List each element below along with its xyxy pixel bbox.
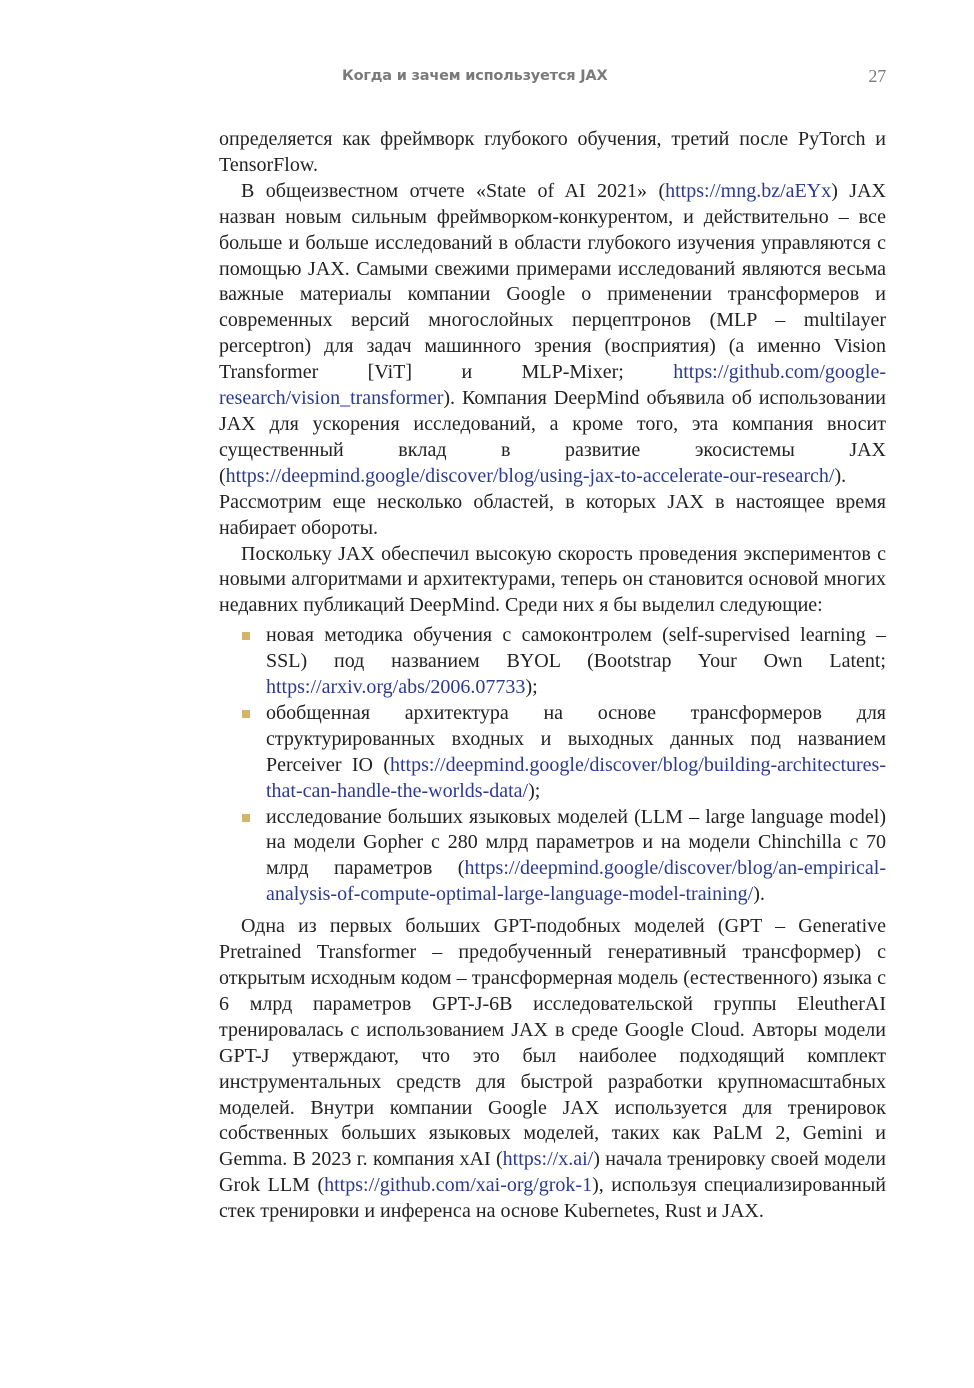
url-link[interactable]: https://mng.bz/aEYx <box>665 179 832 202</box>
text-run: ) начала тренировку своей модели Grok LLM ( <box>219 1148 886 1197</box>
paragraph-deepmind-publications <box>219 542 886 620</box>
list-item <box>266 623 886 701</box>
url-link[interactable]: https://github.com/xai-org/grok-1 <box>324 1174 593 1197</box>
url-link[interactable]: https://deepmind.google/discover/blog/building-architectures-that-can-handle-the-worlds-data/ <box>266 753 886 802</box>
running-header <box>342 68 886 92</box>
list-item <box>266 805 886 909</box>
text-run: ). Компания DeepMind объявила об использовании JAX для ускорения исследований, а кроме того, эта компания вносит существенный вклад в развитие экосистемы JAX ( <box>219 387 886 487</box>
paragraph-gpt-models <box>219 914 886 1225</box>
section-title: Когда и зачем используется JAX <box>342 68 608 84</box>
url-link[interactable]: https://deepmind.google/discover/blog/using-jax-to-accelerate-our-research/ <box>225 464 835 487</box>
square-bullet-icon <box>242 814 250 822</box>
list-item <box>266 701 886 805</box>
text-run: ). Рассмотрим еще несколько областей, в которых JAX в настоящее время набирает обороты. <box>219 464 886 539</box>
text-run: В общеизвестном отчете «State of AI 2021» ( <box>241 179 666 202</box>
text-run: ); <box>525 676 538 699</box>
paragraph-continuation <box>219 127 886 179</box>
publication-list <box>219 623 886 908</box>
text-run: Поскольку JAX обеспечил высокую скорость проведения экспериментов с новыми алгоритмами и архитектурами, теперь он становится основой многих недавних публикаций DeepMind. Среди них я бы выделил следующие: <box>219 542 886 617</box>
body-text <box>219 127 886 1225</box>
text-run: определяется как фреймворк глубокого обучения, третий после PyTorch и TensorFlow. <box>219 128 886 176</box>
text-run: исследование больших языковых моделей (LLM – large language model) на модели Gopher с 280 млрд параметров и на модели Chinchilla с 70 млрд параметров ( <box>266 805 886 880</box>
text-run: Одна из первых больших GPT-подобных моделей (GPT – Generative Pretrained Transformer – предобученный генеративный трансформер) с открытым исходным кодом – трансформерная модель (естественного) языка с 6 млрд параметров GPT-J-6B исследовательской группы EleutherAI тренировалась с использованием JAX в среде Google Cloud. Авторы модели GPT-J утверждают, что это был наиболее подходящий комплект инструментальных средств для быстрой разработки крупномасштабных моделей. Внутри компании Google JAX используется для тренировок собственных больших языковых моделей, таких как PaLM 2, Gemini и Gemma. В 2023 г. компания xAI ( <box>219 915 886 1171</box>
url-link[interactable]: https://x.ai/ <box>502 1148 594 1171</box>
text-run: ), используя специализированный стек тренировки и инференса на основе Kubernetes, Rust и JAX. <box>219 1174 886 1223</box>
text-run: ) JAX назван новым сильным фреймворком-конкурентом, и действительно – все больше и больше исследований в области глубокого изучения управляются с помощью JAX. Самыми свежими примерами исследований являются весьма важные материалы компании Google о применении трансформеров и современных версий многослойных перцептронов (MLP – multilayer perceptron) для задач машинного зрения (восприятия) (а именно Vision Transformer [ViT] и MLP-Mixer; <box>219 179 886 384</box>
url-link[interactable]: https://arxiv.org/abs/2006.07733 <box>266 676 526 699</box>
text-run: обобщенная архитектура на основе трансформеров для структурированных входных и выходных данных под названием Perceiver IO ( <box>266 701 886 776</box>
text-run: ); <box>528 779 541 802</box>
list-item-text <box>266 702 886 802</box>
text-run: ). <box>753 883 765 906</box>
text-run: новая методика обучения с самоконтролем (self-supervised learning – SSL) под названием BYOL (Bootstrap Your Own Latent; <box>266 624 886 673</box>
square-bullet-icon <box>242 632 250 640</box>
square-bullet-icon <box>242 710 250 718</box>
paragraph-state-of-ai <box>219 179 886 542</box>
list-item-text <box>266 806 886 906</box>
page-number: 27 <box>868 66 886 86</box>
url-link[interactable]: https://github.com/google-research/vision_transformer <box>219 361 886 410</box>
list-item-text <box>266 624 886 698</box>
url-link[interactable]: https://deepmind.google/discover/blog/an-empirical-analysis-of-compute-optimal-large-language-model-training/ <box>266 857 886 906</box>
